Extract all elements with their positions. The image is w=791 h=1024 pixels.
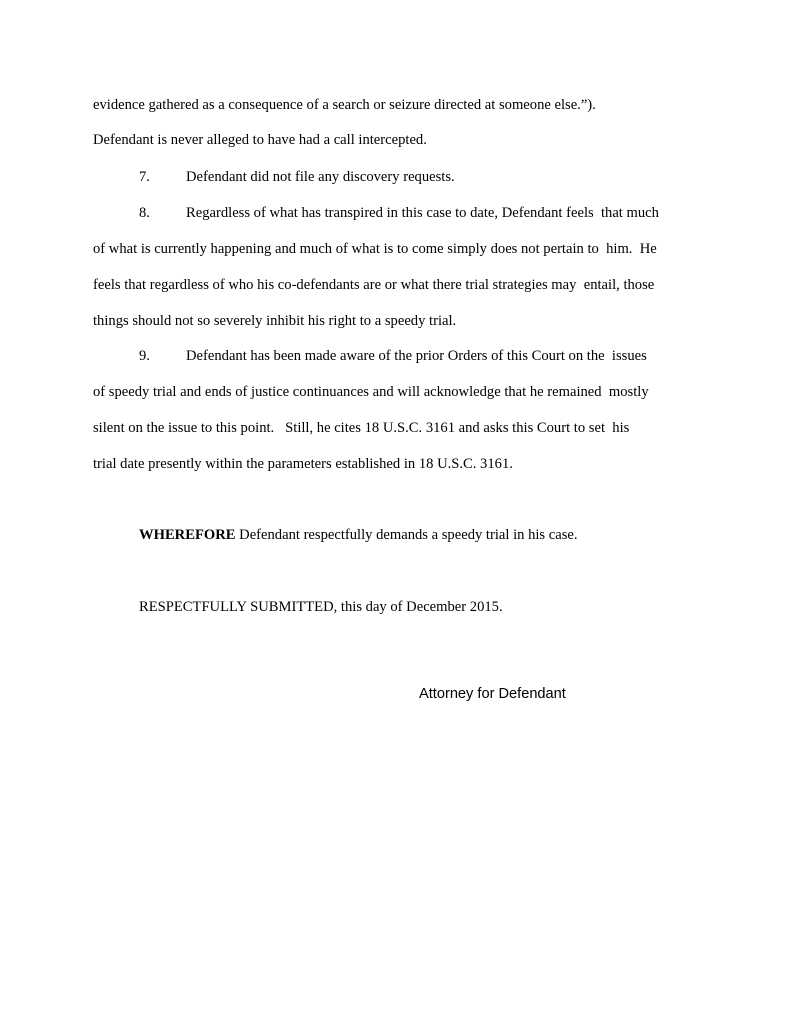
item-number-7: 7.	[139, 169, 150, 185]
item-8-text: Regardless of what has transpired in this case to date, Defendant feels that much	[186, 205, 659, 221]
item-8-text: of what is currently happening and much of what is to come simply does not pertain to him. He	[93, 241, 657, 257]
item-9-text: trial date presently within the parameters established in 18 U.S.C. 3161.	[93, 456, 513, 472]
wherefore-keyword: WHEREFORE	[139, 527, 236, 543]
item-8-text: things should not so severely inhibit his right to a speedy trial.	[93, 313, 457, 329]
submitted-line: RESPECTFULLY SUBMITTED, this day of December 2015.	[139, 599, 503, 615]
body-line: evidence gathered as a consequence of a search or seizure directed at someone else.”).	[93, 97, 596, 113]
wherefore-clause	[139, 526, 578, 544]
wherefore-text: Defendant respectfully demands a speedy trial in his case.	[235, 527, 578, 543]
item-number-8: 8.	[139, 205, 150, 221]
item-number-9: 9.	[139, 348, 150, 364]
item-8-text: feels that regardless of who his co-defendants are or what there trial strategies may entail, those	[93, 277, 655, 293]
item-9-text: of speedy trial and ends of justice continuances and will acknowledge that he remained mostly	[93, 384, 649, 400]
item-9-text: silent on the issue to this point. Still, he cites 18 U.S.C. 3161 and asks this Court to set his	[93, 420, 630, 436]
body-line: Defendant is never alleged to have had a call intercepted.	[93, 132, 427, 148]
item-9-text: Defendant has been made aware of the prior Orders of this Court on the issues	[186, 348, 647, 364]
item-7-text: Defendant did not file any discovery requests.	[186, 169, 455, 185]
attorney-signature-label: Attorney for Defendant	[419, 686, 566, 702]
